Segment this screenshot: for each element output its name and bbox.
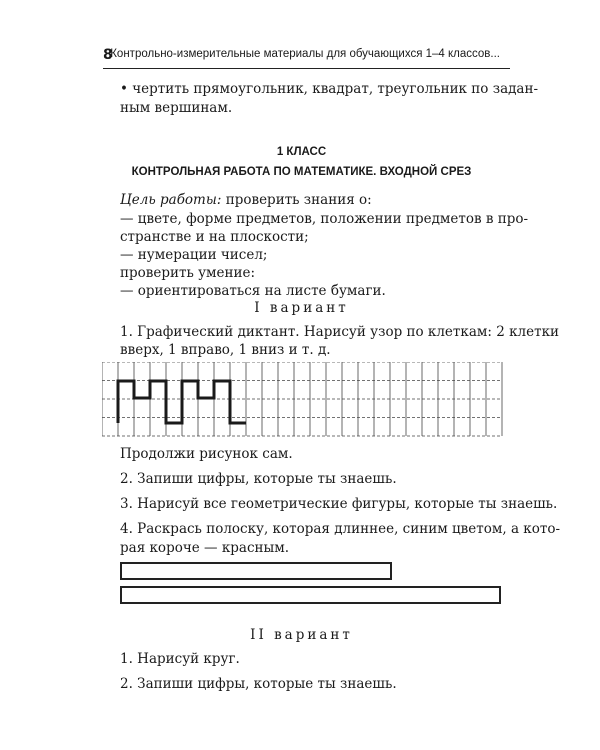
goal-check-skill: проверить умение:	[120, 265, 256, 281]
graph-dictation-grid	[102, 362, 504, 438]
variant-1-task-1-line-2: вверх, 1 вправо, 1 вниз и т. д.	[120, 342, 331, 358]
goal-label: Цель работы:	[120, 192, 222, 208]
dictation-pattern	[118, 381, 246, 423]
grade-heading: 1 КЛАСС	[276, 146, 327, 158]
variant-2-task-2: 2. Запиши цифры, которые ты знаешь.	[120, 676, 397, 692]
variant-2-task-1: 1. Нарисуй круг.	[120, 651, 240, 667]
goal-item-2: — нумерации чисел;	[120, 247, 268, 263]
running-title: Контрольно-измерительные материалы для обучающихся 1–4 классов...	[110, 48, 500, 60]
long-strip[interactable]	[120, 586, 501, 604]
intro-line-1: • чертить прямоугольник, квадрат, треугольник по задан-	[120, 81, 539, 97]
variant-1-task-3: 3. Нарисуй все геометрические фигуры, которые ты знаешь.	[120, 496, 558, 512]
short-strip[interactable]	[120, 562, 392, 580]
variant-2-title: II вариант	[250, 627, 353, 643]
header-divider	[103, 68, 510, 69]
grid-drawing	[102, 362, 504, 438]
variant-1-task-4-line-1: 4. Раскрась полоску, которая длиннее, синим цветом, а кото-	[120, 521, 561, 537]
variant-1-continue: Продолжи рисунок сам.	[120, 446, 293, 462]
goal-item-1-line-1: — цвете, форме предметов, положении предметов в про-	[120, 211, 529, 227]
variant-1-task-2: 2. Запиши цифры, которые ты знаешь.	[120, 471, 397, 487]
intro-line-2: ным вершинам.	[120, 100, 233, 116]
grid-lines	[102, 362, 502, 436]
goal-item-3: — ориентироваться на листе бумаги.	[120, 283, 386, 299]
section-title: КОНТРОЛЬНАЯ РАБОТА ПО МАТЕМАТИКЕ. ВХОДНОЙ СРЕЗ	[131, 166, 472, 178]
variant-1-title: I вариант	[254, 300, 349, 316]
goal-text: проверить знания о:	[221, 192, 372, 208]
goal-line	[120, 191, 372, 209]
page-number: 8	[103, 47, 113, 63]
variant-1-task-4-line-2: рая короче — красным.	[120, 540, 290, 556]
variant-1-task-1-line-1: 1. Графический диктант. Нарисуй узор по клеткам: 2 клетки	[120, 324, 560, 340]
goal-item-1-line-2: странстве и на плоскости;	[120, 229, 309, 245]
page-header	[103, 43, 500, 65]
